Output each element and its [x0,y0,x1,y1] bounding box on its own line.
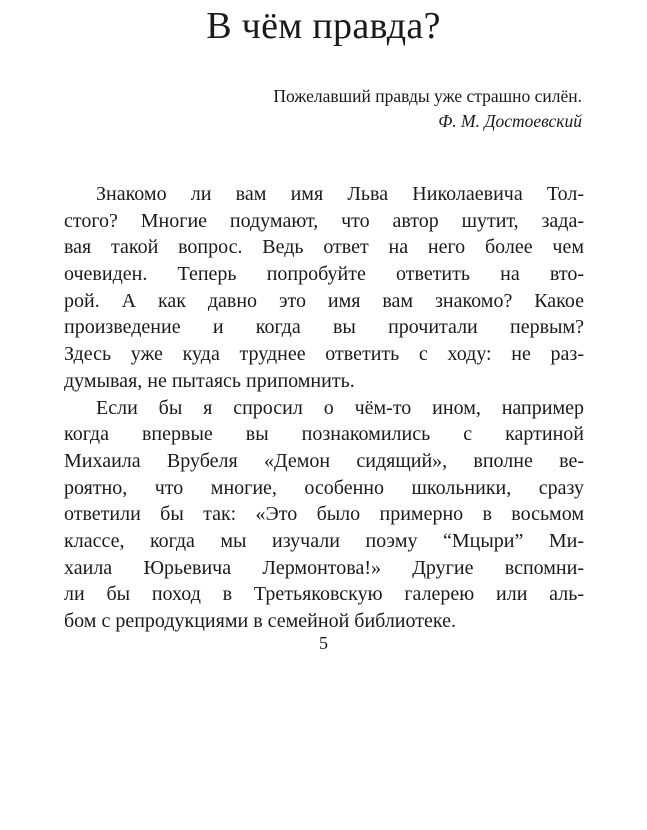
text-line: Михаила Врубеля «Демон сидящий», вполне ве- [64,449,584,472]
text-line: роятно, что многие, особенно школьники, сразу [64,476,584,499]
epigraph [273,84,582,134]
text-line: думывая, не пытаясь припомнить. [64,369,355,392]
text-line: когда впервые вы познакомились с картиной [64,423,584,446]
text-line: ли бы поход в Третьяковскую галерею или аль- [64,583,584,606]
text-line: ответили бы так: «Это было примерно в восьмом [64,503,584,526]
text-line: Знакомо ли вам имя Льва Николаевича Тол- [96,183,584,205]
page-number: 5 [319,633,328,653]
text-line: Здесь уже куда труднее ответить с ходу: не раз- [64,343,584,366]
text-line: классе, когда мы изучали поэму “Мцыри” Ми- [64,529,584,552]
paragraph-2 [64,395,584,635]
text-line: очевиден. Теперь попробуйте ответить на вто- [64,263,584,286]
epigraph-quote: Пожелавший правды уже страшно силён. [273,86,582,106]
epigraph-author: Ф. М. Достоевский [438,111,582,131]
text-line: стого? Многие подумают, что автор шутит, зада- [64,209,584,232]
body-text [64,181,584,635]
text-line: хаила Юрьевича Лермонтова!» Другие вспомни- [64,556,584,579]
text-line: произведение и когда вы прочитали первым? [64,316,584,339]
chapter-title: В чём правда? [206,5,441,47]
text-line: бом с репродукциями в семейной библиотеке. [64,610,456,632]
text-line: Если бы я спросил о чём-то ином, например [96,396,584,419]
paragraph-1 [64,181,584,395]
text-line: рой. А как давно это имя вам знакомо? Какое [64,289,584,312]
text-line: вая такой вопрос. Ведь ответ на него более чем [64,236,584,259]
